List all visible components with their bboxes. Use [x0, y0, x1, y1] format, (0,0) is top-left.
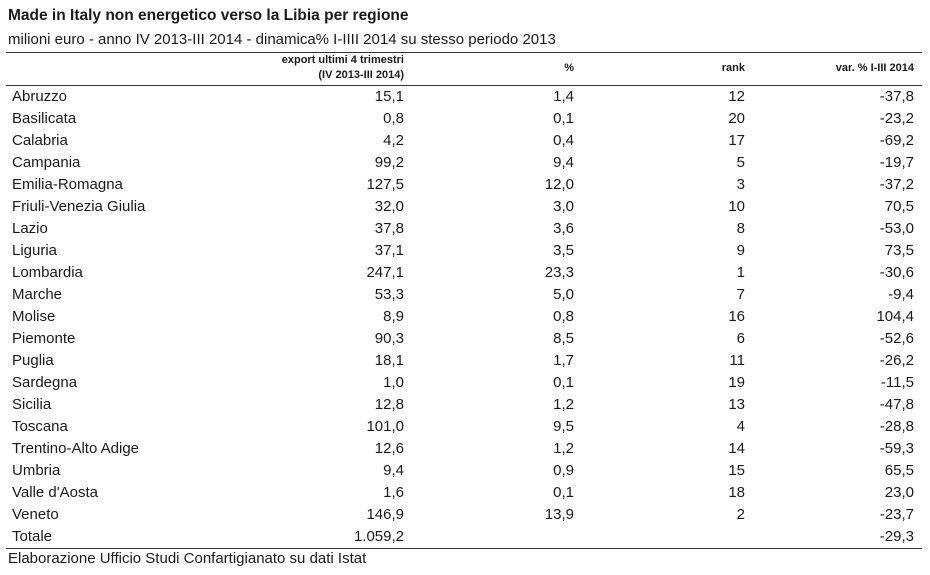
export-value-cell: 90,3: [374, 330, 404, 347]
rank-cell: 12: [728, 88, 745, 105]
share-pct-cell: 0,1: [553, 484, 574, 501]
table-row: [0, 438, 930, 460]
table-row: [0, 482, 930, 504]
export-value-cell: 247,1: [366, 264, 404, 281]
region-name-cell: Puglia: [12, 352, 54, 369]
table-row: [0, 86, 930, 108]
header-export-line1: export ultimi 4 trimestri: [281, 54, 404, 66]
variation-cell: -19,7: [879, 154, 914, 171]
export-value-cell: 127,5: [366, 176, 404, 193]
rank-cell: 1: [736, 264, 745, 281]
share-pct-cell: 5,0: [553, 286, 574, 303]
variation-cell: -26,2: [879, 352, 914, 369]
region-name-cell: Abruzzo: [12, 88, 68, 105]
variation-cell: -47,8: [879, 396, 914, 413]
share-pct-cell: 0,8: [553, 308, 574, 325]
export-value-cell: 32,0: [374, 198, 404, 215]
export-value-cell: 99,2: [374, 154, 404, 171]
rank-cell: 19: [728, 374, 745, 391]
header-pct: %: [564, 62, 574, 74]
region-name-cell: Sardegna: [12, 374, 78, 391]
share-pct-cell: 0,1: [553, 374, 574, 391]
rank-cell: 9: [736, 242, 745, 259]
export-value-cell: 8,9: [383, 308, 404, 325]
variation-cell: -28,8: [879, 418, 914, 435]
rank-cell: 16: [728, 308, 745, 325]
rank-cell: 2: [736, 506, 745, 523]
table-row: [0, 218, 930, 240]
table-row: [0, 504, 930, 526]
variation-cell: -37,8: [879, 88, 914, 105]
region-name-cell: Toscana: [12, 418, 68, 435]
table-subtitle: milioni euro - anno IV 2013-III 2014 - dinamica% I-IIII 2014 su stesso periodo 2013: [8, 31, 556, 48]
table-row: [0, 284, 930, 306]
export-value-cell: 1,6: [383, 484, 404, 501]
share-pct-cell: 1,4: [553, 88, 574, 105]
variation-cell: -30,6: [879, 264, 914, 281]
table-row: [0, 108, 930, 130]
table-body: [0, 86, 930, 548]
share-pct-cell: 0,4: [553, 132, 574, 149]
variation-cell: -53,0: [879, 220, 914, 237]
table-title: Made in Italy non energetico verso la Libia per regione: [8, 7, 409, 24]
region-name-cell: Campania: [12, 154, 81, 171]
variation-cell: -69,2: [879, 132, 914, 149]
table-row: [0, 328, 930, 350]
header-rank: rank: [721, 62, 745, 74]
table-row: [0, 152, 930, 174]
rank-cell: 18: [728, 484, 745, 501]
share-pct-cell: 3,5: [553, 242, 574, 259]
share-pct-cell: 1,2: [553, 396, 574, 413]
region-name-cell: Umbria: [12, 462, 61, 479]
share-pct-cell: 3,6: [553, 220, 574, 237]
table-row: [0, 416, 930, 438]
rank-cell: 3: [736, 176, 745, 193]
rank-cell: 20: [728, 110, 745, 127]
table-bottom-rule: [6, 548, 922, 549]
export-value-cell: 53,3: [374, 286, 404, 303]
export-value-cell: 12,8: [374, 396, 404, 413]
variation-cell: 73,5: [884, 242, 914, 259]
region-name-cell: Sicilia: [12, 396, 52, 413]
table-row: [0, 196, 930, 218]
share-pct-cell: 1,7: [553, 352, 574, 369]
share-pct-cell: 8,5: [553, 330, 574, 347]
region-name-cell: Valle d'Aosta: [12, 484, 98, 501]
rank-cell: 14: [728, 440, 745, 457]
export-value-cell: 37,8: [374, 220, 404, 237]
source-note: Elaborazione Ufficio Studi Confartigianato su dati Istat: [8, 550, 367, 567]
export-value-cell: 37,1: [374, 242, 404, 259]
variation-cell: -23,2: [879, 110, 914, 127]
region-name-cell: Totale: [12, 528, 53, 545]
rank-cell: 7: [736, 286, 745, 303]
header-var: var. % I-III 2014: [835, 62, 914, 74]
variation-cell: 65,5: [884, 462, 914, 479]
region-name-cell: Marche: [12, 286, 63, 303]
share-pct-cell: 0,1: [553, 110, 574, 127]
header-export-line2: (IV 2013-III 2014): [318, 69, 404, 81]
export-value-cell: 1.059,2: [353, 528, 404, 545]
share-pct-cell: 3,0: [553, 198, 574, 215]
export-value-cell: 18,1: [374, 352, 404, 369]
table-row: [0, 350, 930, 372]
rank-cell: 4: [736, 418, 745, 435]
region-name-cell: Trentino-Alto Adige: [12, 440, 140, 457]
export-value-cell: 9,4: [383, 462, 404, 479]
region-name-cell: Friuli-Venezia Giulia: [12, 198, 146, 215]
export-value-cell: 101,0: [366, 418, 404, 435]
share-pct-cell: 13,9: [544, 506, 574, 523]
rank-cell: 13: [728, 396, 745, 413]
table-row: [0, 240, 930, 262]
region-name-cell: Veneto: [12, 506, 59, 523]
variation-cell: -9,4: [888, 286, 914, 303]
export-value-cell: 0,8: [383, 110, 404, 127]
region-name-cell: Lombardia: [12, 264, 83, 281]
variation-cell: -59,3: [879, 440, 914, 457]
variation-cell: -29,3: [879, 528, 914, 545]
share-pct-cell: 9,4: [553, 154, 574, 171]
rank-cell: 11: [729, 352, 745, 369]
rank-cell: 10: [728, 198, 745, 215]
region-name-cell: Calabria: [12, 132, 68, 149]
region-name-cell: Lazio: [12, 220, 48, 237]
variation-cell: -23,7: [879, 506, 914, 523]
table-row: [0, 394, 930, 416]
table-row: [0, 174, 930, 196]
table-row: [0, 306, 930, 328]
rank-cell: 8: [736, 220, 745, 237]
region-name-cell: Liguria: [12, 242, 58, 259]
share-pct-cell: 0,9: [553, 462, 574, 479]
rank-cell: 6: [736, 330, 745, 347]
rank-cell: 5: [736, 154, 745, 171]
variation-cell: -37,2: [879, 176, 914, 193]
export-value-cell: 12,6: [374, 440, 404, 457]
region-name-cell: Emilia-Romagna: [12, 176, 123, 193]
variation-cell: 23,0: [884, 484, 914, 501]
total-row: [0, 526, 930, 548]
table-row: [0, 460, 930, 482]
table-row: [0, 262, 930, 284]
variation-cell: 70,5: [884, 198, 914, 215]
variation-cell: 104,4: [876, 308, 914, 325]
region-name-cell: Piemonte: [12, 330, 76, 347]
share-pct-cell: 1,2: [553, 440, 574, 457]
export-value-cell: 4,2: [383, 132, 404, 149]
region-name-cell: Basilicata: [12, 110, 77, 127]
table-row: [0, 130, 930, 152]
share-pct-cell: 23,3: [544, 264, 574, 281]
region-name-cell: Molise: [12, 308, 56, 325]
export-value-cell: 1,0: [383, 374, 404, 391]
table-row: [0, 372, 930, 394]
export-value-cell: 146,9: [366, 506, 404, 523]
share-pct-cell: 12,0: [544, 176, 574, 193]
rank-cell: 15: [728, 462, 745, 479]
export-value-cell: 15,1: [374, 88, 404, 105]
share-pct-cell: 9,5: [553, 418, 574, 435]
header-top-rule: [6, 52, 922, 53]
rank-cell: 17: [728, 132, 745, 149]
variation-cell: -11,5: [880, 374, 914, 391]
variation-cell: -52,6: [879, 330, 914, 347]
